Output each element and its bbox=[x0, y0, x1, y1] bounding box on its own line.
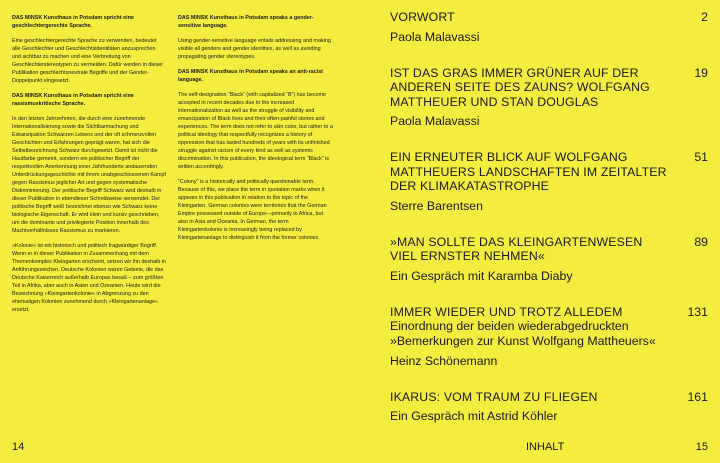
section-heading: DAS MINSK Kunsthaus in Potsdam spricht eine geschlechtergerechte Sprache. bbox=[12, 15, 134, 29]
toc-entry-author: Sterre Barentsen bbox=[390, 198, 483, 213]
toc-entry-title: IMMER WIEDER UND TROTZ ALLEDEM bbox=[390, 304, 623, 319]
toc-entry[interactable] bbox=[390, 235, 708, 283]
toc-entry-author: Heinz Schönemann bbox=[390, 353, 498, 368]
toc-entry[interactable] bbox=[390, 305, 708, 368]
toc-entry-title: VORWORT bbox=[390, 10, 455, 24]
toc-entry-author: Ein Gespräch mit Astrid Köhler bbox=[390, 409, 558, 423]
toc-entry-author: Ein Gespräch mit Karamba Diaby bbox=[390, 268, 573, 283]
body-paragraph: The self-designation “Black” (with capitalized “B”) has become accepted in recent decades due to the increased internationalization as well as the struggle of visibility and emancipation of Black lives and their often-painful stories and experiences. The term does not refer to skin color, but rather to a political ideology that respectfully recognizes a history of oppression that has lasted hundreds of years with its unfinished struggle against racism of every kind as well as systemic discrimination. In this publication, the ideological term “Black” is written accordingly. bbox=[178, 92, 333, 170]
left-column-german bbox=[12, 14, 166, 321]
toc-entry-title: IST DAS GRAS IMMER GRÜNER AUF DER ANDEREN SEITE DES ZAUNS? WOLFGANG MATTHEUER UND STAN DOUGLAS bbox=[390, 65, 650, 109]
section-heading: DAS MINSK Kunsthaus in Potsdam spricht eine rassismuskritische Sprache. bbox=[12, 93, 134, 107]
toc-entry-title: EIN ERNEUTER BLICK AUF WOLFGANG MATTHEUERS LANDSCHAFTEN IM ZEITALTER DER KLIMAKATASTROPHE bbox=[390, 150, 667, 193]
body-paragraph: “Colony” is a historically and politically questionable term. Because of this, we place the term in quotation marks when it appears in this publication in relation to the topic of the Kleingarten. German colonies were territories that the German Empire possessed outside of Europe—primarily in Africa, but also in Asia and Oceania. In German, the term Kleingartenkolonie is increasingly being replaced by Kleingartenanlage to distinguish it from the former colonies. bbox=[178, 179, 327, 241]
table-of-contents bbox=[390, 10, 708, 445]
toc-entry-page: 89 bbox=[694, 234, 708, 249]
body-paragraph: In den letzten Jahrzehnten, die durch eine zunehmende Internationalisierung sowie die Sichtbarmachung und Exkanzipation Schwarzen Lebens und der oft schmerzvollen Geschichten und Erfahrungen geprägt waren, hat sich die Selbstbezeichnung Schwarz durchgesetzt. Damit ist nicht die Hautfarbe gemeint, sondern ein politischer Begriff der respektvollen Anerkennung einer Jahrhunderte andauernden Unterdrückungsgeschichte mit ihrem unabgeschlossenen Kampf gegen Rassismus jeglicher Art und gegen systematische Diskriminierung. Der politische Begriff Schwarz wird deshalb in dieser Publikation in ebendieser Schreibweise verwendet. Der politische Begriff weiß bezeichnet ebenso wie Schwarz keine biologische Eigenschaft. Er wird klein und kursiv geschrieben, um die dominante und privilegierte Position innerhalb des Machtverhältnisses Rassismus zu markieren. bbox=[12, 116, 167, 234]
toc-entry-page: 19 bbox=[694, 65, 708, 80]
contents-heading: INHALT bbox=[526, 441, 565, 453]
toc-entry-subtitle: Einordnung der beiden wiederabgedruckten »Bemerkungen zur Kunst Wolfgang Mattheuers« bbox=[390, 319, 656, 348]
toc-entry-page: 131 bbox=[687, 304, 708, 319]
toc-entry-title: »MAN SOLLTE DAS KLEINGARTENWESEN VIEL ERNSTER NEHMEN« bbox=[390, 234, 643, 263]
left-page-number: 14 bbox=[12, 441, 25, 453]
right-page-number: 15 bbox=[695, 441, 708, 453]
toc-entry[interactable] bbox=[390, 10, 708, 44]
section-heading: DAS MINSK Kunsthaus in Potsdam speaks a gender-sensitive language. bbox=[178, 15, 314, 29]
toc-entry-page: 51 bbox=[694, 150, 708, 164]
body-paragraph: Using gender-sensitive language entails addressing and making visible all genders and gender identities, as well as avoiding propagating gender stereotypes. bbox=[178, 38, 331, 60]
toc-entry-title: IKARUS: VOM TRAUM ZU FLIEGEN bbox=[390, 389, 598, 404]
toc-entry-author: Paola Malavassi bbox=[390, 29, 480, 44]
body-paragraph: Eine geschlechtergerechte Sprache zu verwenden, bedeutet alle Geschlechter und Geschlechtsidentitäten anzusprechen und sichtbar zu machen und eine Verbreitung von Geschlechterstereotypen zu vermeiden. Dafür werden in dieser Publikation geschlechtsneutrale Begriffe und der Gender-Doppelpunkt eingesetzt. bbox=[12, 38, 164, 84]
toc-entry-page: 2 bbox=[701, 10, 708, 24]
body-paragraph: »Kolonie« ist ein historisch und politisch fragwürdiger Begriff. Wenn er in dieser Publikation in Zusammenhang mit dem Themenkomplex Kleingarten erscheint, setzen wir ihn deshalb in Anführungszeichen. Deutsche Kolonien waren Gebiete, die das Deutsche Kaiserreich außerhalb Europas besaß – zum größten Teil in Afrika, aber auch in Asien und Ozeanien. Heute wird die Bezeichnung »Kleingartenkolonie« in Abgrenzung zu den ehemaligen Kolonien zunehmend durch »Kleingartenanlage« ersetzt. bbox=[12, 243, 167, 313]
section-heading: DAS MINSK Kunsthaus in Potsdam speaks an anti-racist language. bbox=[178, 69, 323, 83]
left-column-english bbox=[178, 14, 334, 249]
toc-entry-author: Paola Malavassi bbox=[390, 114, 480, 128]
toc-entry-page: 161 bbox=[687, 389, 708, 404]
toc-entry[interactable] bbox=[390, 390, 708, 424]
toc-entry[interactable] bbox=[390, 66, 708, 129]
toc-entry[interactable] bbox=[390, 150, 708, 213]
